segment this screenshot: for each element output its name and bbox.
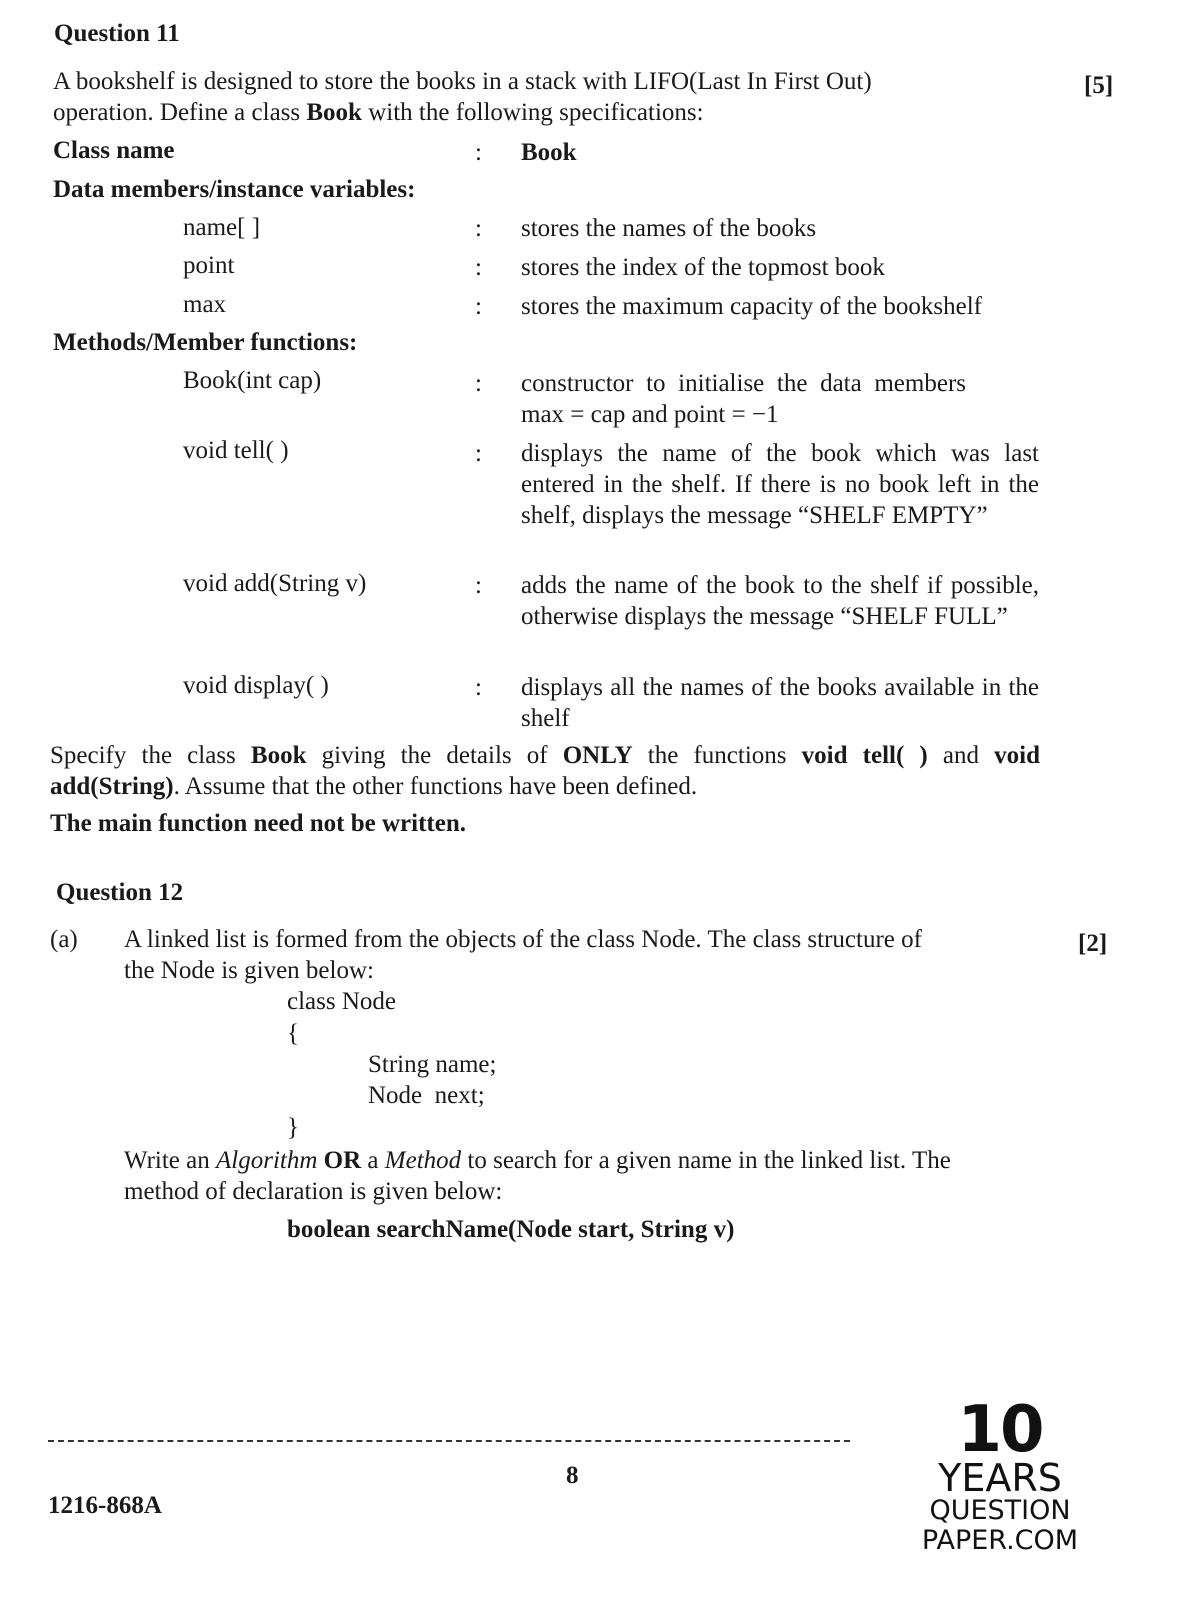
data-member-name: name[ ] bbox=[183, 214, 261, 241]
spec-text: Specify the class bbox=[50, 742, 251, 769]
method-desc: adds the name of the book to the shelf if possible, otherwise displays the message “SHELF FULL” bbox=[521, 572, 1039, 630]
q11-marks: [5] bbox=[1084, 72, 1114, 99]
data-member-desc: stores the names of the books bbox=[521, 215, 817, 242]
q12-marks: [2] bbox=[1078, 930, 1108, 957]
data-member-name: max bbox=[183, 291, 227, 318]
page-number: 8 bbox=[566, 1462, 579, 1489]
colon: : bbox=[475, 293, 482, 320]
q11-intro-line2 bbox=[53, 97, 704, 128]
colon: : bbox=[475, 139, 482, 166]
method-name: void add(String v) bbox=[183, 570, 367, 597]
method-desc: constructor to initialise the data members max = cap and point = −1 bbox=[521, 370, 966, 428]
method-signature: boolean searchName(Node start, String v) bbox=[287, 1216, 735, 1243]
q11-intro-text-end: with the following specifications: bbox=[361, 99, 704, 126]
main-note: The main function need not be written. bbox=[50, 810, 466, 837]
paper-code: 1216-868A bbox=[48, 1492, 162, 1519]
q11-intro-text: operation. Define a class bbox=[53, 99, 307, 126]
spec-text: the functions bbox=[632, 742, 802, 769]
method-name: void tell( ) bbox=[183, 437, 289, 464]
q12-write-line1 bbox=[124, 1145, 951, 1176]
colon: : bbox=[475, 215, 482, 242]
q11-intro-classname: Book bbox=[306, 99, 362, 126]
write-text: to search for a given name in the linked list. The bbox=[461, 1147, 951, 1174]
spec-tell: void tell( ) bbox=[801, 742, 928, 769]
write-text: a bbox=[361, 1147, 385, 1174]
spec-only: ONLY bbox=[562, 742, 633, 769]
q11-heading: Question 11 bbox=[54, 20, 180, 47]
spec-text: giving the details of bbox=[306, 742, 563, 769]
data-members-label: Data members/instance variables: bbox=[53, 176, 416, 203]
code-line: String name; bbox=[368, 1051, 497, 1078]
colon: : bbox=[475, 674, 482, 701]
q12-part-label: (a) bbox=[50, 926, 78, 953]
q12-intro-line2: the Node is given below: bbox=[124, 957, 374, 984]
logo-number: 10 bbox=[957, 1393, 1043, 1467]
colon: : bbox=[475, 572, 482, 599]
spec-classname: Book bbox=[250, 742, 307, 769]
class-name-label: Class name bbox=[53, 137, 175, 164]
code-line: Node next; bbox=[368, 1082, 485, 1109]
method-desc: displays the name of the book which was last entered in the shelf. If there is no book left in the shelf, displays the message “SHELF EMPTY” bbox=[521, 440, 1039, 529]
code-line: class Node bbox=[287, 988, 396, 1015]
spec-text: and bbox=[927, 742, 995, 769]
q12-intro-line1: A linked list is formed from the objects of the class Node. The class structure of bbox=[124, 926, 922, 953]
code-line: } bbox=[287, 1114, 299, 1141]
q12-write-line2: method of declaration is given below: bbox=[124, 1178, 503, 1205]
write-or: OR bbox=[317, 1147, 362, 1174]
logo-site: QUESTION PAPER.COM bbox=[921, 1495, 1079, 1556]
footer-divider bbox=[48, 1440, 850, 1442]
write-method: Method bbox=[384, 1147, 462, 1174]
data-member-desc: stores the maximum capacity of the bookshelf bbox=[521, 293, 982, 320]
q11-intro-line1: A bookshelf is designed to store the books in a stack with LIFO(Last In First Out) bbox=[53, 68, 872, 95]
method-name: void display( ) bbox=[183, 672, 329, 699]
spec-add: void add(String) bbox=[50, 742, 1040, 800]
logo-years: YEARS bbox=[938, 1456, 1062, 1500]
write-algorithm: Algorithm bbox=[216, 1147, 318, 1174]
method-name: Book(int cap) bbox=[183, 367, 322, 394]
colon: : bbox=[475, 370, 482, 397]
q11-specify bbox=[50, 740, 1040, 802]
class-name-value: Book bbox=[521, 139, 577, 166]
q12-heading: Question 12 bbox=[56, 879, 184, 906]
data-member-desc: stores the index of the topmost book bbox=[521, 254, 885, 281]
site-logo bbox=[860, 1393, 1140, 1556]
methods-label: Methods/Member functions: bbox=[53, 329, 358, 356]
method-desc: displays all the names of the books available in the shelf bbox=[521, 674, 1039, 732]
data-member-name: point bbox=[183, 252, 235, 279]
colon: : bbox=[475, 254, 482, 281]
write-text: Write an bbox=[124, 1147, 217, 1174]
code-line: { bbox=[287, 1020, 299, 1047]
colon: : bbox=[475, 440, 482, 467]
spec-text: . Assume that the other functions have been defined. bbox=[173, 773, 698, 800]
